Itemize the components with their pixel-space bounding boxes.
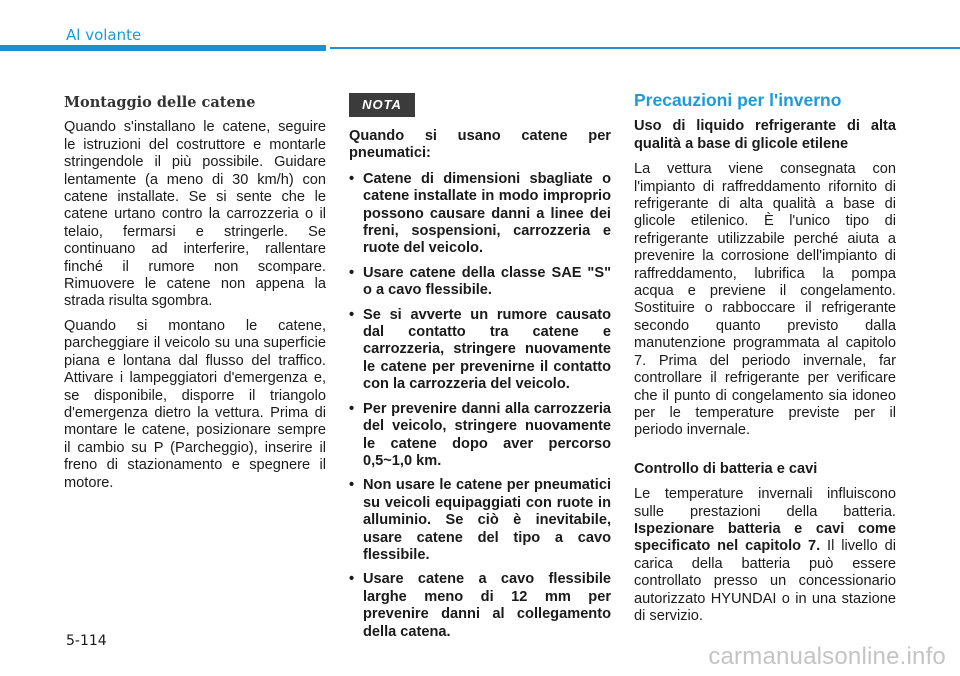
note-list bbox=[349, 171, 611, 641]
note-item-text: Usare catene della classe SAE "S" o a cavo flessibile. bbox=[363, 264, 611, 299]
page-number: 5-114 bbox=[66, 633, 107, 649]
bullet-icon: • bbox=[349, 400, 355, 417]
coolant-subheading: Uso di liquido refrigerante di alta qualità a base di glicole etilene bbox=[634, 118, 896, 152]
note-item bbox=[349, 401, 611, 471]
header-rule-thin bbox=[330, 47, 960, 49]
header-rule-thick bbox=[0, 45, 326, 51]
note-item-text: Usare catene a cavo flessibile larghe meno di 12 mm per prevenire danni al collegamento della catena. bbox=[363, 571, 611, 640]
note-intro: Quando si usano catene per pneumatici: bbox=[349, 128, 611, 162]
note-badge: NOTA bbox=[349, 93, 415, 117]
watermark: carmanualsonline.info bbox=[708, 643, 946, 670]
note-item-text: Per prevenire danni alla carrozzeria del veicolo, stringere nuovamente le catene dopo aver percorso 0,5~1,0 km. bbox=[363, 400, 611, 469]
coolant-paragraph: La vettura viene consegnata con l'impianto di raffreddamento rifornito di refrigerante di alta qualità a base di glicole etilenico. È l'unico tipo di refrigerante utilizzabile perché aiuta a prevenire la corrosione dell'impianto di raffreddamento, lubrifica la pompa acqua e previene il congelamento. Sostituire o rabboccare il refrigerante secondo quanto previsto dalla manutenzione programmata al capitolo 7. Prima del periodo invernale, far controllare il refrigerante per verificare che il punto di congelamento sia idoneo per le temperature previste per il periodo invernale. bbox=[634, 161, 896, 439]
bullet-icon: • bbox=[349, 477, 355, 494]
note-item bbox=[349, 171, 611, 258]
note-item bbox=[349, 307, 611, 394]
left-column bbox=[64, 92, 326, 499]
right-column bbox=[634, 92, 896, 632]
chains-paragraph-1: Quando s'installano le catene, seguire le istruzioni del costruttore e montarle stringendole il più possibile. Guidare lentamente (a meno di 30 km/h) con catene installate. Se si sente che le catene urtano contro la carrozzeria o il telaio, fermarsi e stringerle. Se continuano ad interferire, rallentare finché il rumore non scompare. Rimuovere le catene non appena la strada risulta sgombra. bbox=[64, 119, 326, 310]
section-header-title: Al volante bbox=[66, 26, 142, 44]
note-item bbox=[349, 265, 611, 300]
note-item-text: Catene di dimensioni sbagliate o catene installate in modo improprio possono causare danni a linee dei freni, sospensioni, carrozzeria e ruote del veicolo. bbox=[363, 170, 611, 257]
battery-subheading: Controllo di batteria e cavi bbox=[634, 460, 818, 477]
battery-text-end: Il livello di carica della batteria può essere controllato presso un concessionario autorizzato HYUNDAI o in una stazione di servizio. bbox=[634, 538, 896, 624]
note-item bbox=[349, 477, 611, 564]
bullet-icon: • bbox=[349, 306, 355, 323]
bullet-icon: • bbox=[349, 571, 355, 588]
bullet-icon: • bbox=[349, 264, 355, 281]
battery-paragraph bbox=[634, 486, 896, 625]
middle-column bbox=[349, 92, 611, 648]
chains-heading: Montaggio delle catene bbox=[64, 94, 256, 111]
bullet-icon: • bbox=[349, 170, 355, 187]
battery-text-bold: Ispezionare batteria e cavi come specificato nel capitolo 7. bbox=[634, 520, 896, 555]
battery-text-start: Le temperature invernali influiscono sulle prestazioni della batteria. bbox=[634, 486, 896, 520]
winter-precautions-title: Precauzioni per l'inverno bbox=[634, 90, 842, 110]
note-item bbox=[349, 571, 611, 641]
note-item-text: Se si avverte un rumore causato dal contatto tra catene e carrozzeria, stringere nuovamente le catene per prevenirne il contatto con la carrozzeria del veicolo. bbox=[363, 306, 611, 393]
note-item-text: Non usare le catene per pneumatici su veicoli equipaggiati con ruote in alluminio. Se ciò è inevitabile, usare catene del tipo a cavo flessibile. bbox=[363, 477, 611, 563]
chains-paragraph-2: Quando si montano le catene, parcheggiare il veicolo su una superficie piana e lontana dal flusso del traffico. Attivare i lampeggiatori d'emergenza e, se disponibile, disporre il triangolo d'emergenza dietro la vettura. Prima di montare le catene, posizionare sempre il cambio su P (Parcheggio), inserire il freno di stazionamento e spegnere il motore. bbox=[64, 317, 326, 491]
